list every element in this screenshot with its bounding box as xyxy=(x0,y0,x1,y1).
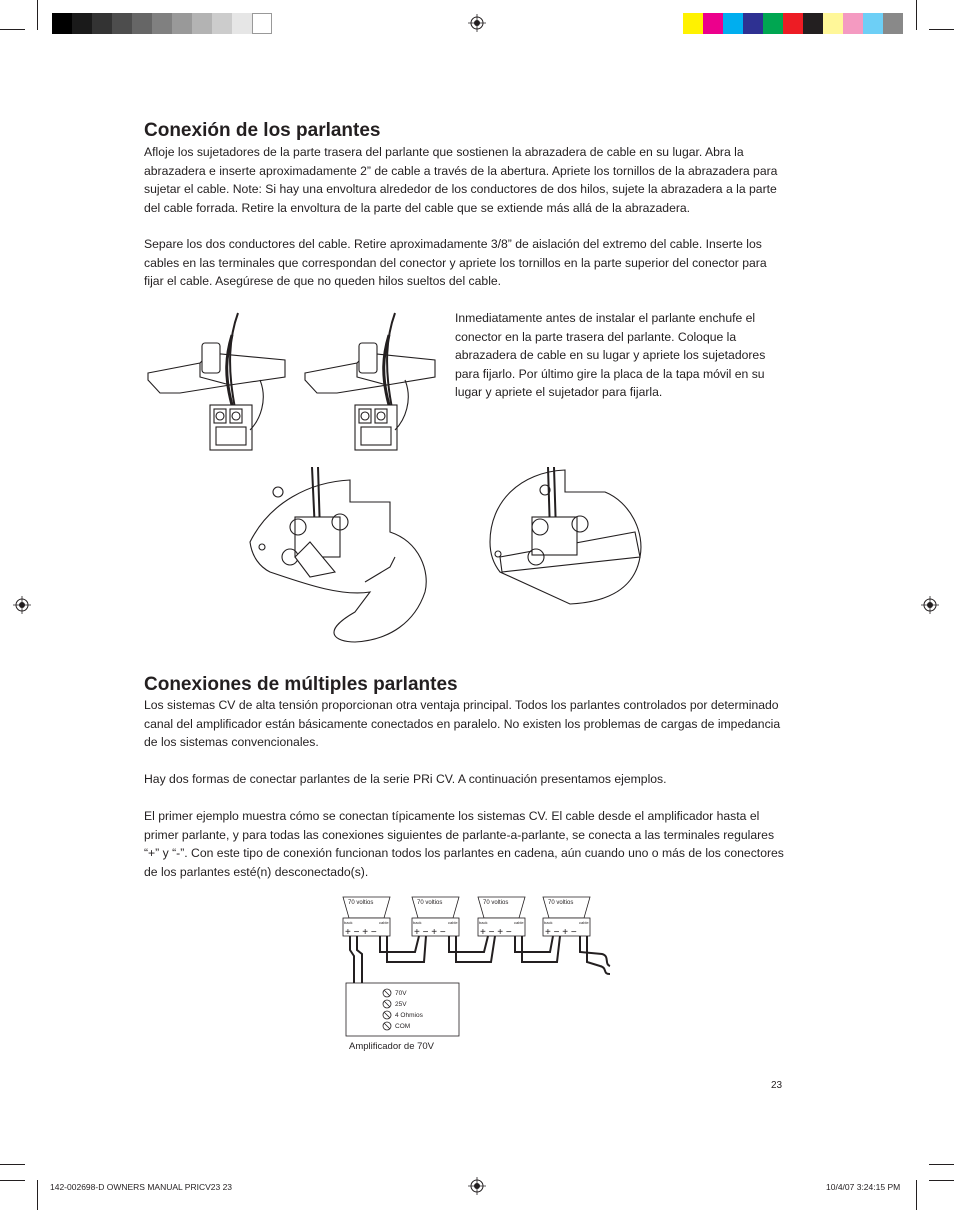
gray-swatch xyxy=(72,13,92,34)
gray-swatch xyxy=(192,13,212,34)
gray-swatch xyxy=(232,13,252,34)
speaker-unit xyxy=(412,897,459,938)
section-title-multiple-speakers: Conexiones de múltiples parlantes xyxy=(144,674,458,695)
amp-tap-25v: 25V xyxy=(395,1001,407,1008)
speaker-unit xyxy=(478,897,525,938)
color-swatch xyxy=(783,13,803,34)
crop-mark xyxy=(0,29,25,30)
paragraph: Separe los dos conductores del cable. Retire aproximadamente 3/8” de aislación del extremo del cable. Inserte los cables en las terminales que correspondan del conector y apriete los tornillos en la parte superior del conector para fijar el cable. Asegúrese de que no queden hilos sueltos del cable. xyxy=(144,237,767,288)
terminal-label-cable: cable xyxy=(514,920,524,925)
crop-mark xyxy=(0,1164,25,1165)
terminal-label-cable: cable xyxy=(448,920,458,925)
wiring-diagram xyxy=(340,894,620,1064)
crop-mark xyxy=(929,1180,954,1181)
paragraph: Afloje los sujetadores de la parte trasera del parlante que sostienen la abrazadera de cable en su lugar. Abra la abrazadera e inserte aproximadamente 2” de cable a través de la abertura. Apriete los tornillos de la abrazadera para sujetar el cable. Note: Si hay una envoltura alrededor de los conductores de dos hilos, sujete la abrazadera a la parte del cable forrada. Retire la envoltura de la parte del cable que se extiende más allá de la abrazadera. xyxy=(144,145,778,215)
crop-mark xyxy=(916,1180,917,1210)
gray-swatch xyxy=(152,13,172,34)
color-swatch xyxy=(703,13,723,34)
terminal-label-cable: cable xyxy=(579,920,589,925)
amplifier-box xyxy=(346,983,459,1036)
speaker-label: 70 voltios xyxy=(417,900,443,906)
terminal-label-back: back xyxy=(479,920,488,925)
terminal-signs: + − + − xyxy=(345,927,377,938)
gray-swatch xyxy=(52,13,72,34)
gray-swatch xyxy=(172,13,192,34)
color-swatch xyxy=(743,13,763,34)
color-swatch xyxy=(863,13,883,34)
crop-mark xyxy=(37,1180,38,1210)
color-swatch xyxy=(883,13,903,34)
registration-mark-icon xyxy=(13,596,31,614)
paragraph: Los sistemas CV de alta tensión proporcionan otra ventaja principal. Todos los parlantes controlados por determinado canal del amplificador están básicamente conectados en paralelo. No existen los problemas de cargas de impedancia de los sistemas convencionales. xyxy=(144,698,781,749)
crop-mark xyxy=(929,29,954,30)
amp-tap-4ohm: 4 Ohmios xyxy=(395,1012,423,1019)
speaker-unit xyxy=(543,897,590,938)
crop-mark xyxy=(0,1180,25,1181)
speaker-label: 70 voltios xyxy=(348,900,374,906)
crop-mark xyxy=(929,1164,954,1165)
registration-mark-icon xyxy=(468,14,486,32)
terminal-signs: + − + − xyxy=(545,927,577,938)
speaker-label: 70 voltios xyxy=(548,900,574,906)
terminal-label-back: back xyxy=(544,920,553,925)
cable-clamp-illustration xyxy=(140,305,440,455)
speaker-unit xyxy=(343,897,390,938)
page-number: 23 xyxy=(771,1080,783,1091)
gray-swatch xyxy=(132,13,152,34)
color-swatch xyxy=(843,13,863,34)
terminal-signs: + − + − xyxy=(414,927,446,938)
gray-swatch xyxy=(92,13,112,34)
paragraph: Inmediatamente antes de instalar el parlante enchufe el conector en la parte trasera del parlante. Coloque la abrazadera de cable en su lugar y apriete los sujetadores para fijarlo. Por último gire la placa de la tapa móvil en su lugar y apriete el sujetador para fijarla. xyxy=(455,311,766,399)
grayscale-bar xyxy=(52,13,271,34)
footer-timestamp: 10/4/07 3:24:15 PM xyxy=(826,1182,901,1192)
gray-swatch xyxy=(112,13,132,34)
footer-file-info: 142-002698-D OWNERS MANUAL PRICV23 23 xyxy=(50,1182,233,1192)
amp-tap-com: COM xyxy=(395,1023,411,1030)
color-swatch xyxy=(763,13,783,34)
registration-mark-icon xyxy=(921,596,939,614)
color-swatch xyxy=(683,13,703,34)
crop-mark xyxy=(916,0,917,30)
amp-tap-70v: 70V xyxy=(395,990,407,997)
cover-plate-illustration xyxy=(240,462,660,652)
amplifier-caption: Amplificador de 70V xyxy=(349,1041,435,1052)
terminal-signs: + − + − xyxy=(480,927,512,938)
color-bar xyxy=(683,13,903,34)
paragraph: El primer ejemplo muestra cómo se conectan típicamente los sistemas CV. El cable desde el amplificador hasta el primer parlante, y para todas las conexiones siguientes de parlante-a-parlante, se conecta a las terminales regulares “+” y “-”. Con este tipo de conexión funcionan todos los parlantes en cadena, aún cuando uno o más de los conectores de los parlantes esté(n) desconectado(s). xyxy=(144,809,784,879)
gray-swatch xyxy=(252,13,272,34)
terminal-label-back: back xyxy=(413,920,422,925)
terminal-label-cable: cable xyxy=(379,920,389,925)
section-title-speaker-connection: Conexión de los parlantes xyxy=(144,120,381,141)
registration-mark-icon xyxy=(468,1177,486,1195)
color-swatch xyxy=(803,13,823,34)
crop-mark xyxy=(37,0,38,30)
terminal-label-back: back xyxy=(344,920,353,925)
gray-swatch xyxy=(212,13,232,34)
color-swatch xyxy=(723,13,743,34)
paragraph: Hay dos formas de conectar parlantes de la serie PRi CV. A continuación presentamos ejemplos. xyxy=(144,772,667,786)
color-swatch xyxy=(823,13,843,34)
speaker-label: 70 voltios xyxy=(483,900,509,906)
